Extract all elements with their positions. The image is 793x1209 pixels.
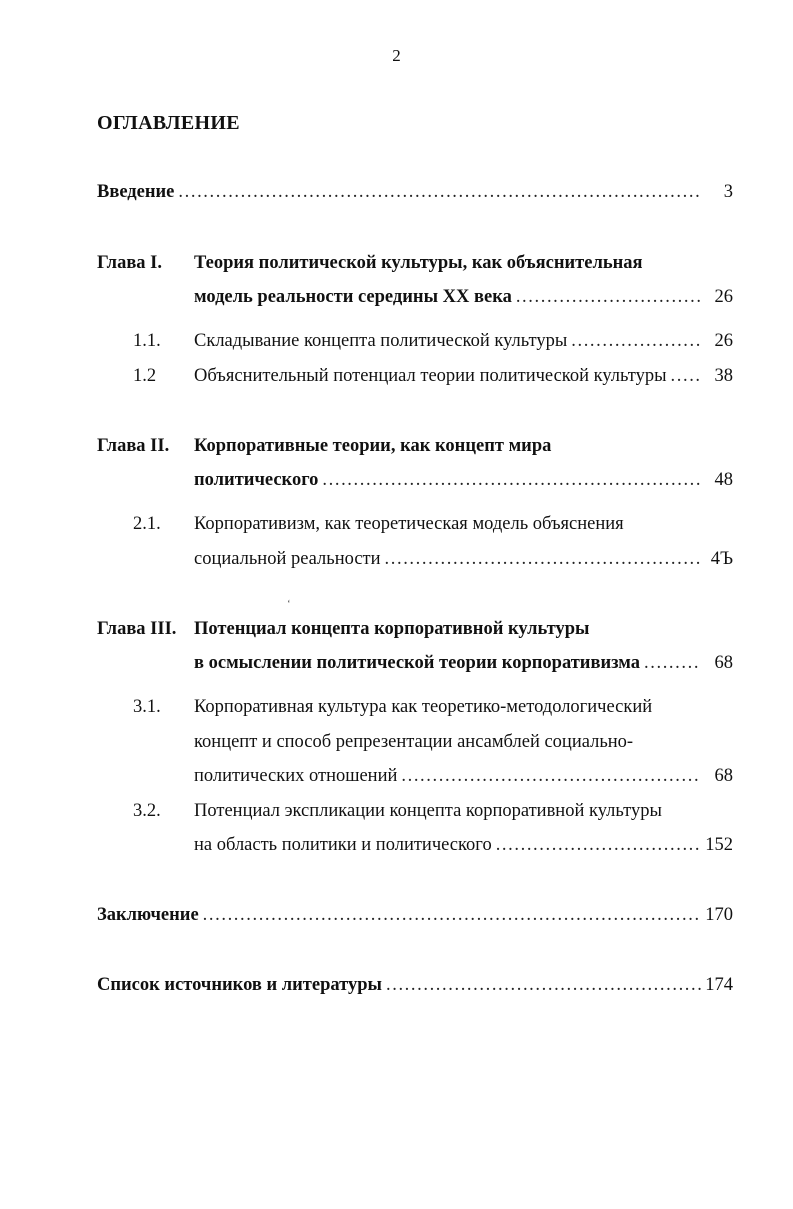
- section-number: 2.1.: [133, 514, 161, 534]
- page-number: 2: [392, 46, 401, 65]
- toc-label: Введение: [97, 182, 175, 202]
- toc-section-3-2[interactable]: [97, 796, 733, 826]
- chapter-title-line: модель реальности середины XX века: [194, 287, 512, 307]
- section-title: Складывание концепта политической культуры: [194, 331, 568, 351]
- toc-section-3-2-cont[interactable]: [97, 830, 733, 860]
- leader-dots: [496, 830, 701, 860]
- toc-entry-conclusion[interactable]: [97, 900, 733, 930]
- chapter-title-line: Корпоративные теории, как концепт мира: [194, 436, 552, 456]
- toc-page: 48: [714, 470, 733, 490]
- section-title: на область политики и политического: [194, 835, 492, 855]
- section-title: Корпоративизм, как теоретическая модель объяснения: [194, 514, 624, 534]
- leader-dots: [516, 282, 701, 312]
- toc-page: 38: [714, 366, 733, 386]
- toc-page: 26: [714, 287, 733, 307]
- toc-chapter-3-heading[interactable]: [97, 614, 733, 644]
- toc-page: 4Ъ: [710, 549, 733, 569]
- toc-page: 26: [714, 331, 733, 351]
- chapter-title-line: Потенциал концепта корпоративной культуры: [194, 619, 590, 639]
- section-title: Корпоративная культура как теоретико-методологический: [194, 697, 653, 717]
- toc-page: 170: [705, 905, 733, 925]
- chapter-title-line: политического: [194, 470, 319, 490]
- toc-page: 152: [705, 835, 733, 855]
- leader-dots: [671, 361, 701, 391]
- leader-dots: [401, 761, 701, 791]
- section-title: социальной реальности: [194, 549, 381, 569]
- toc-section-2-1[interactable]: [97, 509, 733, 539]
- toc-chapter-3-heading-cont[interactable]: [97, 648, 733, 678]
- section-number: 3.1.: [133, 697, 161, 717]
- leader-dots: [322, 465, 701, 495]
- toc-section-1-2[interactable]: [97, 361, 733, 391]
- page-title: ОГЛАВЛЕНИЕ: [97, 112, 240, 134]
- toc-entry-intro[interactable]: [97, 177, 733, 207]
- section-number: 3.2.: [133, 801, 161, 821]
- toc-chapter-1-heading[interactable]: [97, 248, 733, 278]
- toc-section-3-1-cont2[interactable]: [97, 761, 733, 791]
- section-title: Потенциал экспликации концепта корпоративной культуры: [194, 801, 662, 821]
- leader-dots: [644, 648, 701, 678]
- section-title: политических отношений: [194, 766, 398, 786]
- section-number: 1.2: [133, 366, 157, 386]
- section-number: 1.1.: [133, 331, 161, 351]
- scan-speck: ‘: [287, 598, 291, 610]
- toc-chapter-1-heading-cont[interactable]: [97, 282, 733, 312]
- toc-section-3-1[interactable]: [97, 692, 733, 722]
- toc-section-1-1[interactable]: [97, 326, 733, 356]
- section-title: Объяснительный потенциал теории политической культуры: [194, 366, 667, 386]
- toc-page: 68: [714, 766, 733, 786]
- toc-page: 68: [714, 653, 733, 673]
- toc-page: 174: [705, 975, 733, 995]
- toc-chapter-2-heading[interactable]: [97, 431, 733, 461]
- toc-entry-bibliography[interactable]: [97, 970, 733, 1000]
- leader-dots: [203, 900, 701, 930]
- toc-section-3-1-cont[interactable]: [97, 727, 733, 757]
- toc-label: Список источников и литературы: [97, 975, 382, 995]
- toc-chapter-2-heading-cont[interactable]: [97, 465, 733, 495]
- chapter-label: Глава I.: [97, 253, 163, 273]
- leader-dots: [385, 544, 701, 574]
- chapter-label: Глава II.: [97, 436, 170, 456]
- leader-dots: [178, 177, 701, 207]
- leader-dots: [386, 970, 701, 1000]
- toc-section-2-1-cont[interactable]: [97, 544, 733, 574]
- chapter-title-line: в осмыслении политической теории корпоративизма: [194, 653, 641, 673]
- section-title: концепт и способ репрезентации ансамблей социально-: [194, 732, 634, 752]
- leader-dots: [571, 326, 701, 356]
- chapter-label: Глава III.: [97, 619, 177, 639]
- toc-page: 3: [723, 182, 733, 202]
- chapter-title-line: Теория политической культуры, как объяснительная: [194, 253, 643, 273]
- toc-label: Заключение: [97, 905, 199, 925]
